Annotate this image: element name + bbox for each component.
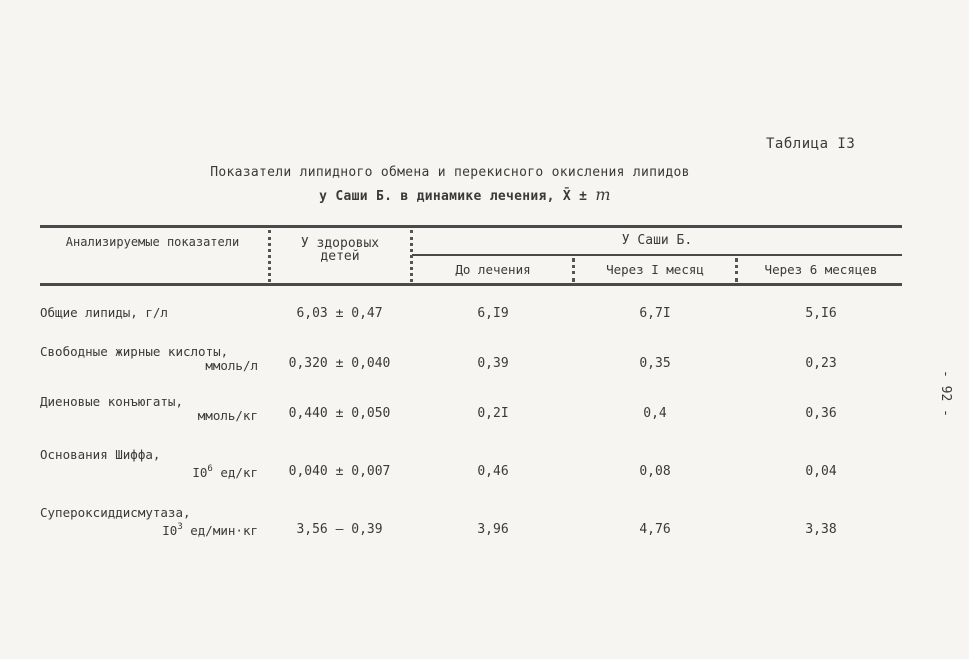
header-1month: Через I месяц	[606, 262, 704, 277]
header-indicators: Анализируемые показатели	[65, 235, 240, 249]
cell-healthy: 0,040 ± 0,007	[288, 464, 391, 479]
cell-before: 6,I9	[477, 306, 509, 321]
col-separator	[735, 258, 738, 282]
cell-before: 3,96	[477, 522, 509, 537]
cell-6months: 5,I6	[805, 306, 837, 321]
row-label: Свободные жирные кислоты, ммоль/л	[40, 344, 258, 373]
header-bottom-rule	[40, 283, 902, 286]
top-rule	[40, 225, 902, 228]
header-healthy: У здоровых детей	[300, 236, 380, 264]
cell-before: 0,46	[477, 464, 509, 479]
table-title-line2-text: у Саши Б. в динамике лечения, X̄ ±	[319, 189, 596, 204]
cell-1month: 6,7I	[639, 306, 671, 321]
cell-6months: 0,04	[805, 464, 837, 479]
cell-healthy: 0,440 ± 0,050	[288, 406, 391, 421]
cell-before: 0,2I	[477, 406, 509, 421]
row-label: Супероксиддисмутаза, $I0^3$ ед/мин·кг	[40, 505, 258, 538]
col-separator	[268, 230, 271, 282]
cell-healthy: 3,56 – 0,39	[296, 522, 383, 537]
header-group-patient: У Саши Б.	[621, 233, 693, 248]
row-label: Диеновые конъюгаты, ммоль/кг	[40, 394, 258, 423]
cell-1month: 0,4	[643, 406, 667, 421]
group-rule	[412, 254, 902, 256]
table-title-m: m	[595, 185, 611, 204]
table-title-line1: Показатели липидного обмена и перекисного окисления липидов	[210, 165, 690, 180]
header-6months: Через 6 месяцев	[764, 262, 878, 277]
cell-healthy: 6,03 ± 0,47	[296, 306, 383, 321]
cell-6months: 3,38	[805, 522, 837, 537]
cell-healthy: 0,320 ± 0,040	[288, 356, 391, 371]
col-separator	[572, 258, 575, 282]
cell-6months: 0,23	[805, 356, 837, 371]
page-number: - 92 -	[937, 370, 953, 417]
cell-1month: 0,35	[639, 356, 671, 371]
table-title-line2	[0, 185, 930, 204]
row-label: Общие липиды, г/л	[40, 305, 168, 320]
cell-1month: 0,08	[639, 464, 671, 479]
cell-before: 0,39	[477, 356, 509, 371]
row-label: Основания Шиффа, $I0^6$ ед/кг	[40, 447, 258, 480]
header-before: До лечения	[455, 262, 531, 277]
cell-6months: 0,36	[805, 406, 837, 421]
table-label: Таблица I3	[766, 136, 856, 152]
cell-1month: 4,76	[639, 522, 671, 537]
